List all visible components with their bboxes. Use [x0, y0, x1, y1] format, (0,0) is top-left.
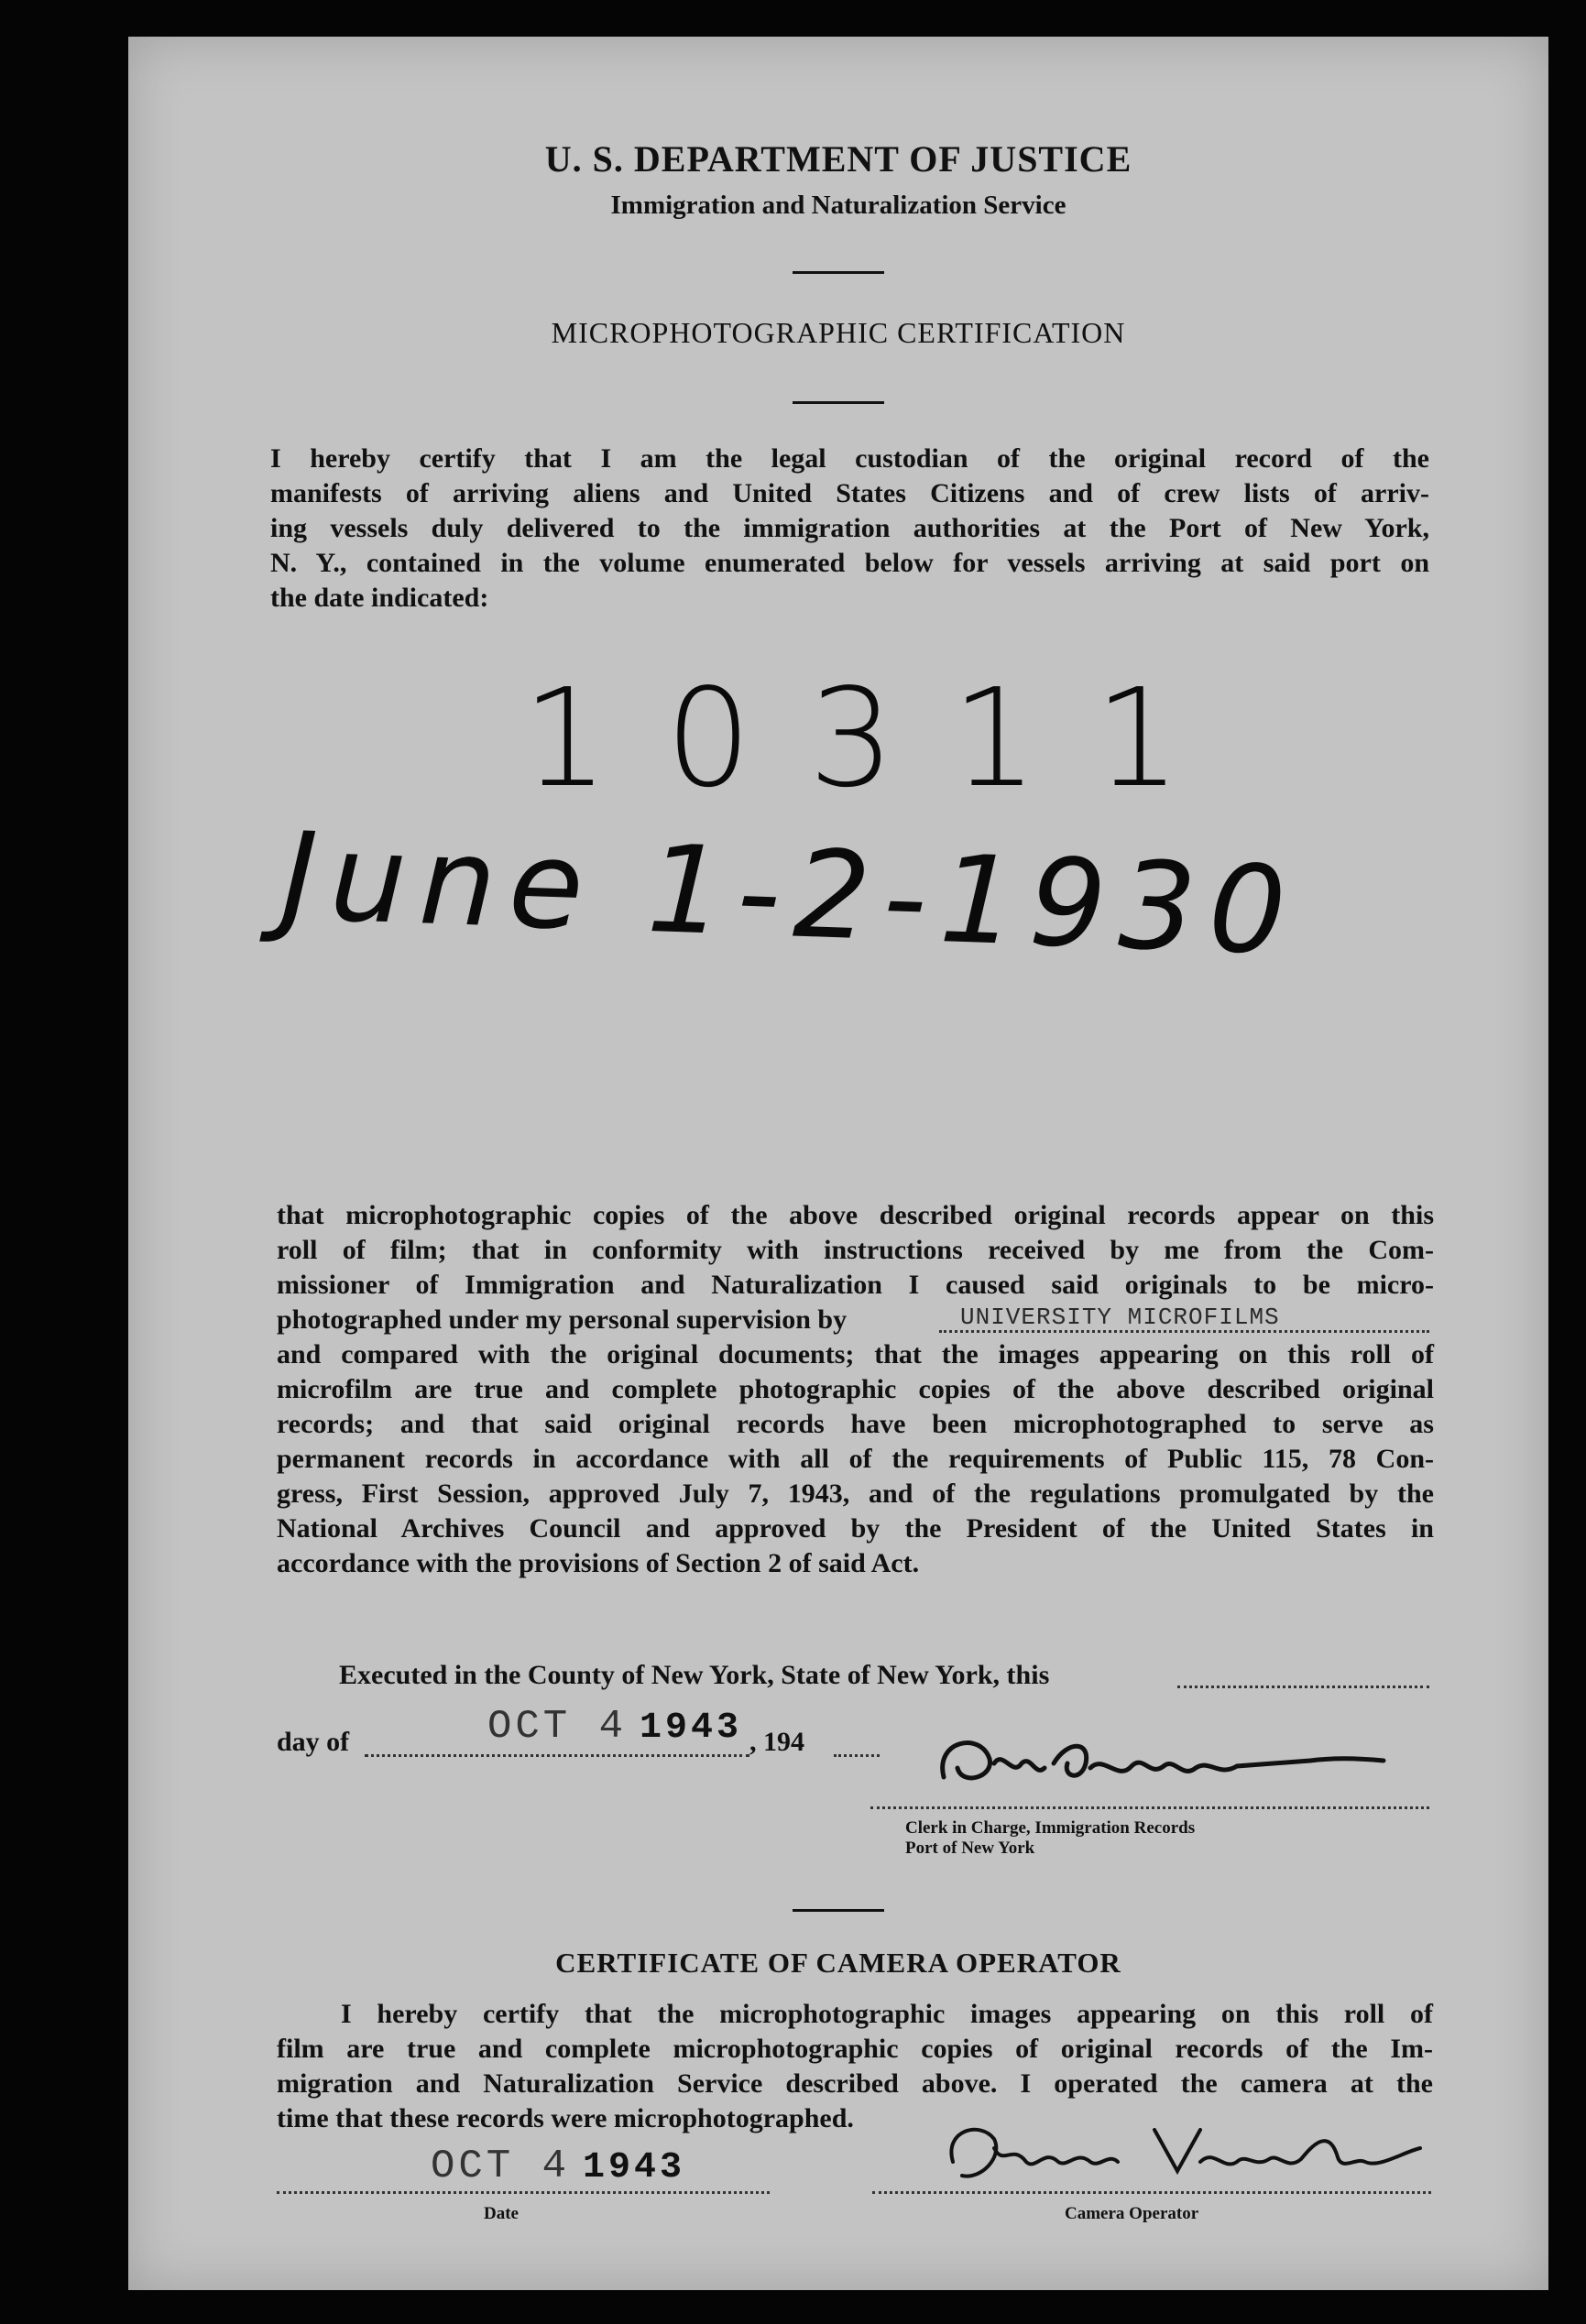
paragraph-line: ing vessels duly delivered to the immigration authorities at the Port of New York,	[270, 513, 1429, 543]
microfilm-company-typed: UNIVERSITY MICROFILMS	[960, 1304, 1280, 1331]
certification-paragraph	[277, 1198, 1434, 1581]
stamp-month-day: OCT 4	[487, 1704, 628, 1750]
operator-signature-line	[872, 2191, 1431, 2194]
operator-date-stamp	[431, 2144, 685, 2189]
department-heading: U. S. DEPARTMENT OF JUSTICE	[544, 138, 1132, 180]
paragraph-line: National Archives Council and approved by the President of the United States in	[277, 1513, 1434, 1544]
paragraph-line: records; and that said original records have been microphotographed to serve as	[277, 1409, 1434, 1439]
paragraph-line: missioner of Immigration and Naturalization I caused said originals to be micro-	[277, 1270, 1434, 1300]
clerk-signature	[907, 1713, 1438, 1814]
paragraph-line: the date indicated:	[270, 583, 489, 613]
paragraph-line: accordance with the provisions of Section 2 of said Act.	[277, 1548, 920, 1578]
divider-rule	[793, 401, 884, 404]
certification-title: MICROPHOTOGRAPHIC CERTIFICATION	[551, 316, 1126, 349]
stamp-month-day: OCT 4	[431, 2144, 571, 2189]
executed-dotted-line	[1177, 1686, 1429, 1688]
divider-rule	[793, 271, 884, 274]
handwritten-volume-number: 10311	[522, 660, 1238, 817]
day-dotted-line	[365, 1754, 749, 1757]
paragraph-line: I hereby certify that I am the legal custodian of the original record of the	[270, 443, 1429, 474]
stamp-year: 1943	[640, 1708, 743, 1749]
service-subheading: Immigration and Naturalization Service	[610, 191, 1066, 220]
clerk-title: Clerk in Charge, Immigration Records	[905, 1818, 1196, 1838]
camera-operator-label: Camera Operator	[1065, 2204, 1199, 2223]
paragraph-line: I hereby certify that the microphotographic images appearing on this roll of	[341, 1999, 1433, 2029]
paragraph-line: film are true and complete microphotographic copies of original records of the Im-	[277, 2034, 1433, 2064]
certificate-page	[128, 37, 1548, 2290]
date-label: Date	[484, 2204, 519, 2223]
date-dotted-line	[277, 2191, 770, 2194]
paragraph-line: microfilm are true and complete photographic copies of the above described original	[277, 1374, 1434, 1404]
received-date-stamp	[487, 1704, 742, 1750]
intro-paragraph	[270, 442, 1429, 616]
paragraph-line: time that these records were microphotographed.	[277, 2103, 854, 2133]
paragraph-line: permanent records in accordance with all of the requirements of Public 115, 78 Con-	[277, 1444, 1434, 1474]
paragraph-line: manifests of arriving aliens and United States Citizens and of crew lists of arriv-	[270, 478, 1429, 508]
stamp-year: 1943	[583, 2147, 686, 2188]
paragraph-line: N. Y., contained in the volume enumerated below for vessels arriving at said port on	[270, 548, 1429, 578]
paragraph-line: gress, First Session, approved July 7, 1943, and of the regulations promulgated by the	[277, 1478, 1434, 1509]
divider-rule	[793, 1909, 884, 1912]
paragraph-line: and compared with the original documents; that the images appearing on this roll of	[277, 1339, 1434, 1369]
paragraph-line: migration and Naturalization Service described above. I operated the camera at the	[277, 2068, 1433, 2099]
paragraph-line: roll of film; that in conformity with instructions received by me from the Com-	[277, 1235, 1434, 1265]
executed-statement: Executed in the County of New York, State of New York, this	[339, 1660, 1050, 1690]
handwritten-date-range: June 1-2-1930	[279, 806, 1301, 983]
paragraph-line: that microphotographic copies of the above described original records appear on this	[277, 1200, 1434, 1230]
clerk-port: Port of New York	[905, 1838, 1035, 1858]
camera-certificate-title: CERTIFICATE OF CAMERA OPERATOR	[555, 1947, 1121, 1979]
year-prefix: , 194	[749, 1727, 804, 1757]
paragraph-line: photographed under my personal supervision by	[277, 1304, 848, 1335]
clerk-signature-line	[870, 1806, 1429, 1809]
day-of-label: day of	[277, 1727, 350, 1757]
camera-operator-signature	[925, 2111, 1438, 2199]
year-dotted-line	[834, 1754, 880, 1757]
